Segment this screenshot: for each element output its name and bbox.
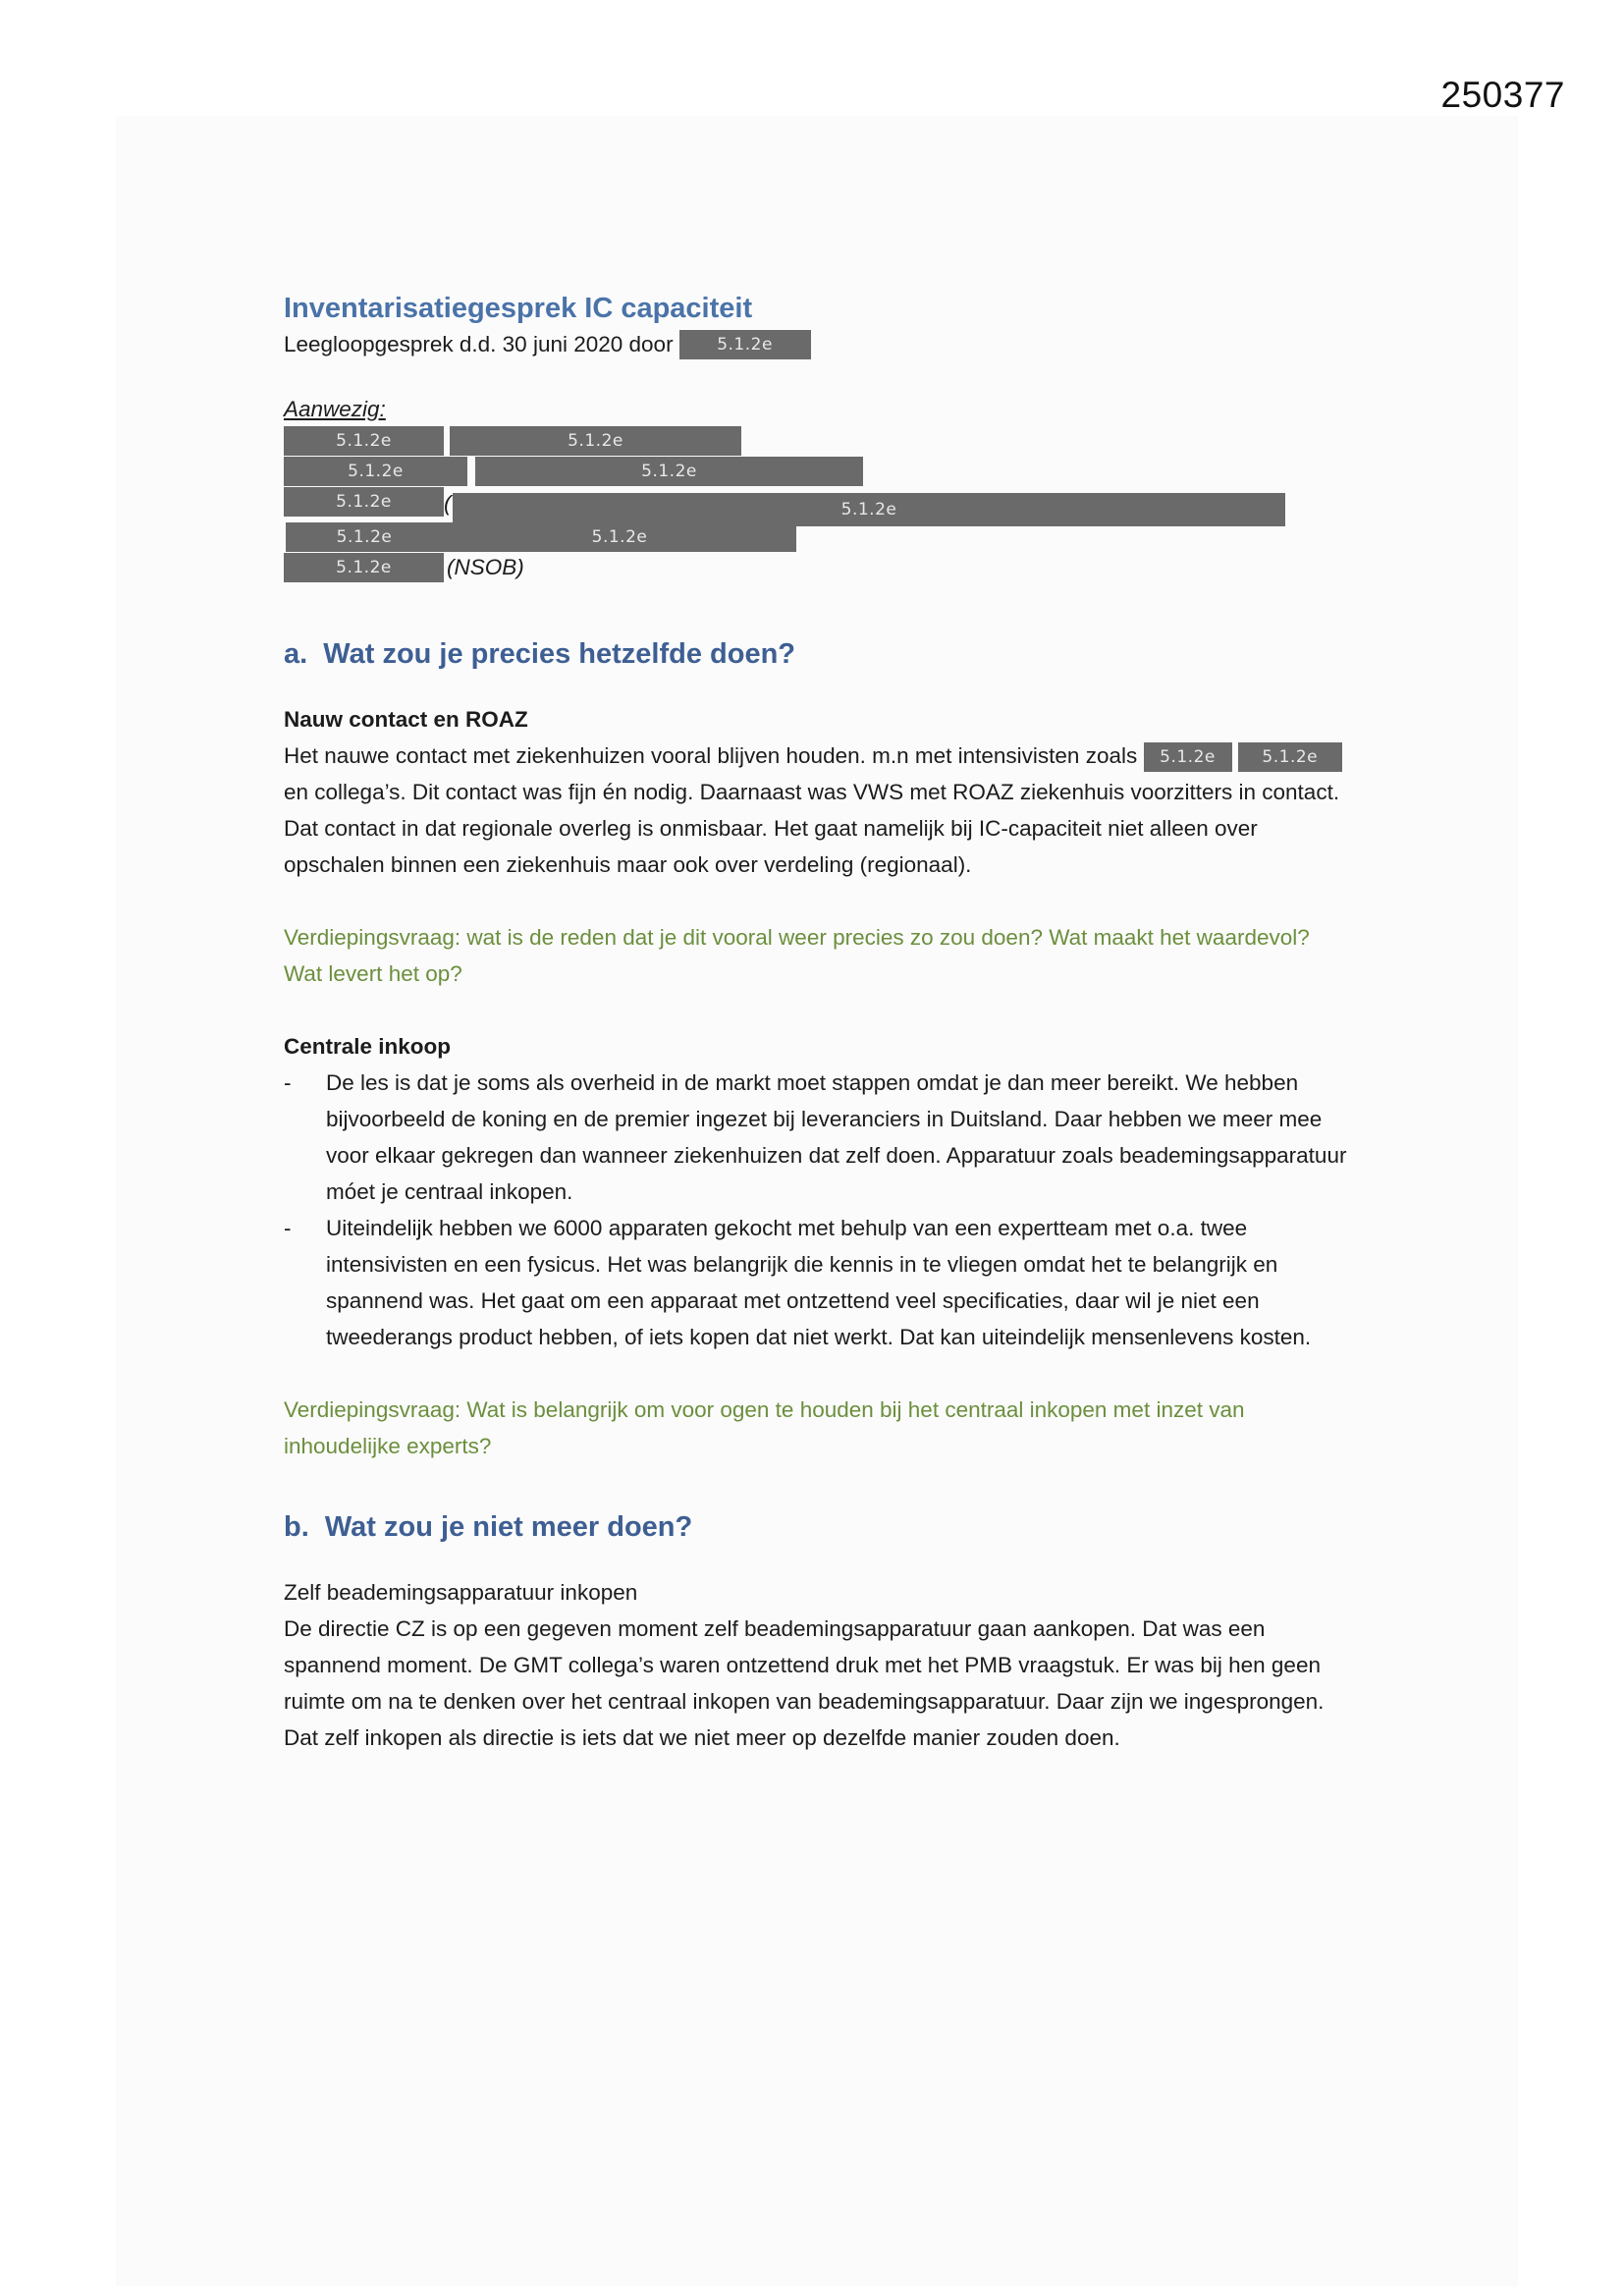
paragraph-text: Het nauwe contact met ziekenhuizen vooral blijven houden. m.n met intensivisten zoals <box>284 743 1138 768</box>
nsob-label: (NSOB) <box>447 555 524 579</box>
redaction-block: 5.1.2e <box>286 522 443 552</box>
redaction-block: 5.1.2e <box>284 426 444 456</box>
document-subtitle <box>284 328 1349 361</box>
verdiepingsvraag-1: Verdiepingsvraag: wat is de reden dat je dit vooral weer precies zo zou doen? Wat maakt het waardevol? Wat levert het op? <box>284 925 1310 986</box>
redaction-block: 5.1.2e <box>284 457 467 486</box>
paren-text: ( <box>444 491 452 516</box>
present-label: Aanwezig: <box>284 397 386 421</box>
paragraph-zelf-beademing: De directie CZ is op een gegeven moment zelf beademingsapparatuur gaan aankopen. Dat was een spannend moment. De GMT collega’s waren ontzettend druk met het PMB vraagstuk. Er was bij hen geen ruimte om na te denken over het centraal inkopen van beademingsapparatuur. Daar zijn we ingesprongen. Dat zelf inkopen als directie is iets dat we niet meer op dezelfde manier zouden doen. <box>284 1616 1325 1750</box>
subheading-centrale-inkoop: Centrale inkoop <box>284 1034 452 1059</box>
document-body <box>284 289 1349 1756</box>
redaction-block: 5.1.2e <box>284 487 444 517</box>
redaction-block: 5.1.2e <box>679 330 811 359</box>
attendee-list <box>284 424 1349 591</box>
subheading-nauw-contact: Nauw contact en ROAZ <box>284 707 528 732</box>
redaction-block: 5.1.2e <box>453 493 1285 526</box>
section-a-heading: a. Wat zou je precies hetzelfde doen? <box>284 638 796 670</box>
subheading-zelf-beademing: Zelf beademingsapparatuur inkopen <box>284 1580 638 1605</box>
subtitle-text: Leegloopgesprek d.d. 30 juni 2020 door <box>284 332 674 356</box>
redaction-block: 5.1.2e <box>284 553 444 582</box>
list-item: - De les is dat je soms als overheid in de markt moet stappen omdat je dan meer bereikt. We hebben bijvoorbeeld de koning en de premier ingezet bij leveranciers in Duitsland. Daar hebben we meer mee voor elkaar gekregen dan wanneer ziekenhuizen dat zelf doen. Apparatuur zoals beademingsapparatuur móet je centraal inkopen. <box>284 1065 1349 1210</box>
document-title: Inventarisatiegesprek IC capaciteit <box>284 293 753 324</box>
verdiepingsvraag-2: Verdiepingsvraag: Wat is belangrijk om voor ogen te houden bij het centraal inkopen met inzet van inhoudelijke experts? <box>284 1397 1245 1458</box>
redaction-block: 5.1.2e <box>1238 742 1342 772</box>
paragraph-text: en collega’s. Dit contact was fijn én nodig. Daarnaast was VWS met ROAZ ziekenhuis voorzitters in contact. Dat contact in dat regionale overleg is onmisbaar. Het gaat namelijk bij IC-capaciteit niet alleen over opschalen binnen een ziekenhuis maar ook over verdeling (regionaal). <box>284 780 1340 877</box>
bullet-list-centrale-inkoop <box>284 1065 1349 1355</box>
list-item: - Uiteindelijk hebben we 6000 apparaten gekocht met behulp van een expertteam met o.a. twee intensivisten en een fysicus. Het was belangrijk die kennis in te vliegen omdat het te belangrijk en spannend was. Het gaat om een apparaat met ontzettend veel specificaties, daar wil je niet een tweederangs product hebben, of iets kopen dat niet werkt. Dat kan uiteindelijk mensenlevens kosten. <box>284 1210 1349 1355</box>
section-b-heading: b. Wat zou je niet meer doen? <box>284 1511 693 1543</box>
redaction-block: 5.1.2e <box>443 522 796 552</box>
redaction-block: 5.1.2e <box>450 426 741 456</box>
redaction-block: 5.1.2e <box>475 457 863 486</box>
document-number: 250377 <box>1440 75 1565 115</box>
redaction-block: 5.1.2e <box>1144 742 1232 772</box>
paragraph-nauw-contact <box>284 738 1349 883</box>
